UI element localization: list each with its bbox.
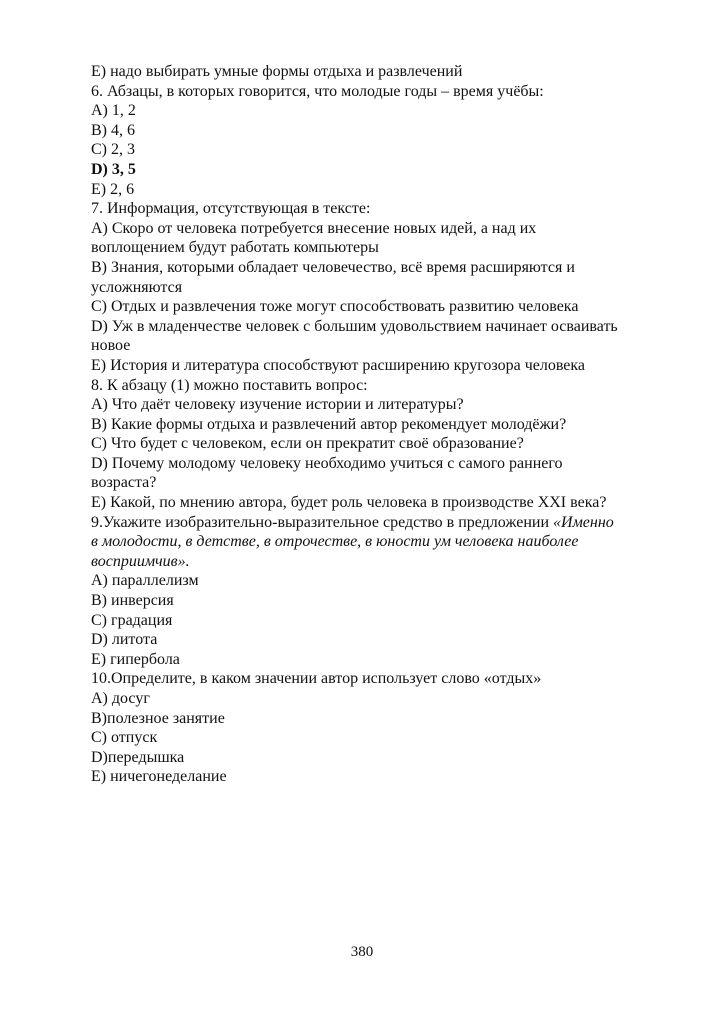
answer-option: E) ничегонеделание — [91, 768, 227, 786]
answer-option-highlighted: D) 3, 5 — [91, 160, 136, 178]
answer-option: C) отпуск — [91, 729, 158, 747]
answer-option-continued: воплощением будут работать компьютеры — [91, 239, 379, 257]
answer-option: E) Какой, по мнению автора, будет роль человека в производстве XXI века? — [91, 494, 607, 512]
answer-option: B)полезное занятие — [91, 709, 225, 727]
answer-option: A) досуг — [91, 690, 150, 707]
answer-option-continued: усложняются — [91, 278, 183, 296]
text-line: E) надо выбирать умные формы отдыха и развлечений — [91, 63, 463, 80]
question-9-quote-line: восприимчив». — [91, 552, 190, 570]
question-9-quote-line: в молодости, в детстве, в отрочестве, в юности ум человека наиболее — [91, 533, 579, 551]
answer-option-continued: новое — [91, 337, 131, 355]
question-6-title: 6. Абзацы, в которых говорится, что молодые годы – время учёбы: — [91, 82, 544, 100]
answer-option: D) Уж в младенчестве человек с большим удовольствием начинает осваивать — [91, 317, 618, 335]
answer-option: E) гипербола — [91, 650, 180, 668]
page-content — [91, 62, 671, 787]
answer-option: C) градация — [91, 611, 173, 629]
question-9-quote: «Именно — [553, 513, 614, 531]
answer-option: B) 4, 6 — [91, 121, 135, 139]
answer-option: E) История и литература способствуют расширению кругозора человека — [91, 356, 586, 374]
answer-option: E) 2, 6 — [91, 180, 135, 198]
answer-option: D) Почему молодому человеку необходимо учиться с самого раннего — [91, 454, 563, 472]
answer-option: D)передышка — [91, 748, 185, 766]
answer-option: A) 1, 2 — [91, 102, 136, 120]
question-7-title: 7. Информация, отсутствующая в тексте: — [91, 200, 371, 218]
answer-option: C) Отдых и развлечения тоже могут способствовать развитию человека — [91, 298, 579, 316]
answer-option: D) литота — [91, 631, 158, 649]
answer-option: A) параллелизм — [91, 572, 199, 590]
question-10-title: 10.Определите, в каком значении автор использует слово «отдых» — [91, 670, 542, 688]
page-number: 380 — [350, 944, 374, 960]
question-8-title: 8. К абзацу (1) можно поставить вопрос: — [91, 376, 368, 394]
answer-option: B) инверсия — [91, 592, 174, 610]
question-9-title — [91, 513, 671, 533]
answer-option: A) Что даёт человеку изучение истории и литературы? — [91, 396, 464, 414]
answer-option: B) Знания, которыми обладает человечество, всё время расширяются и — [91, 258, 575, 276]
answer-option: C) 2, 3 — [91, 141, 135, 159]
question-9-prefix: 9.Укажите изобразительно-выразительное средство в предложении — [91, 513, 554, 531]
answer-option: A) Скоро от человека потребуется внесение новых идей, а над их — [91, 219, 537, 237]
answer-option: B) Какие формы отдыха и развлечений автор рекомендует молодёжи? — [91, 415, 567, 433]
answer-option-continued: возраста? — [91, 474, 157, 492]
answer-option: C) Что будет с человеком, если он прекратит своё образование? — [91, 435, 524, 453]
